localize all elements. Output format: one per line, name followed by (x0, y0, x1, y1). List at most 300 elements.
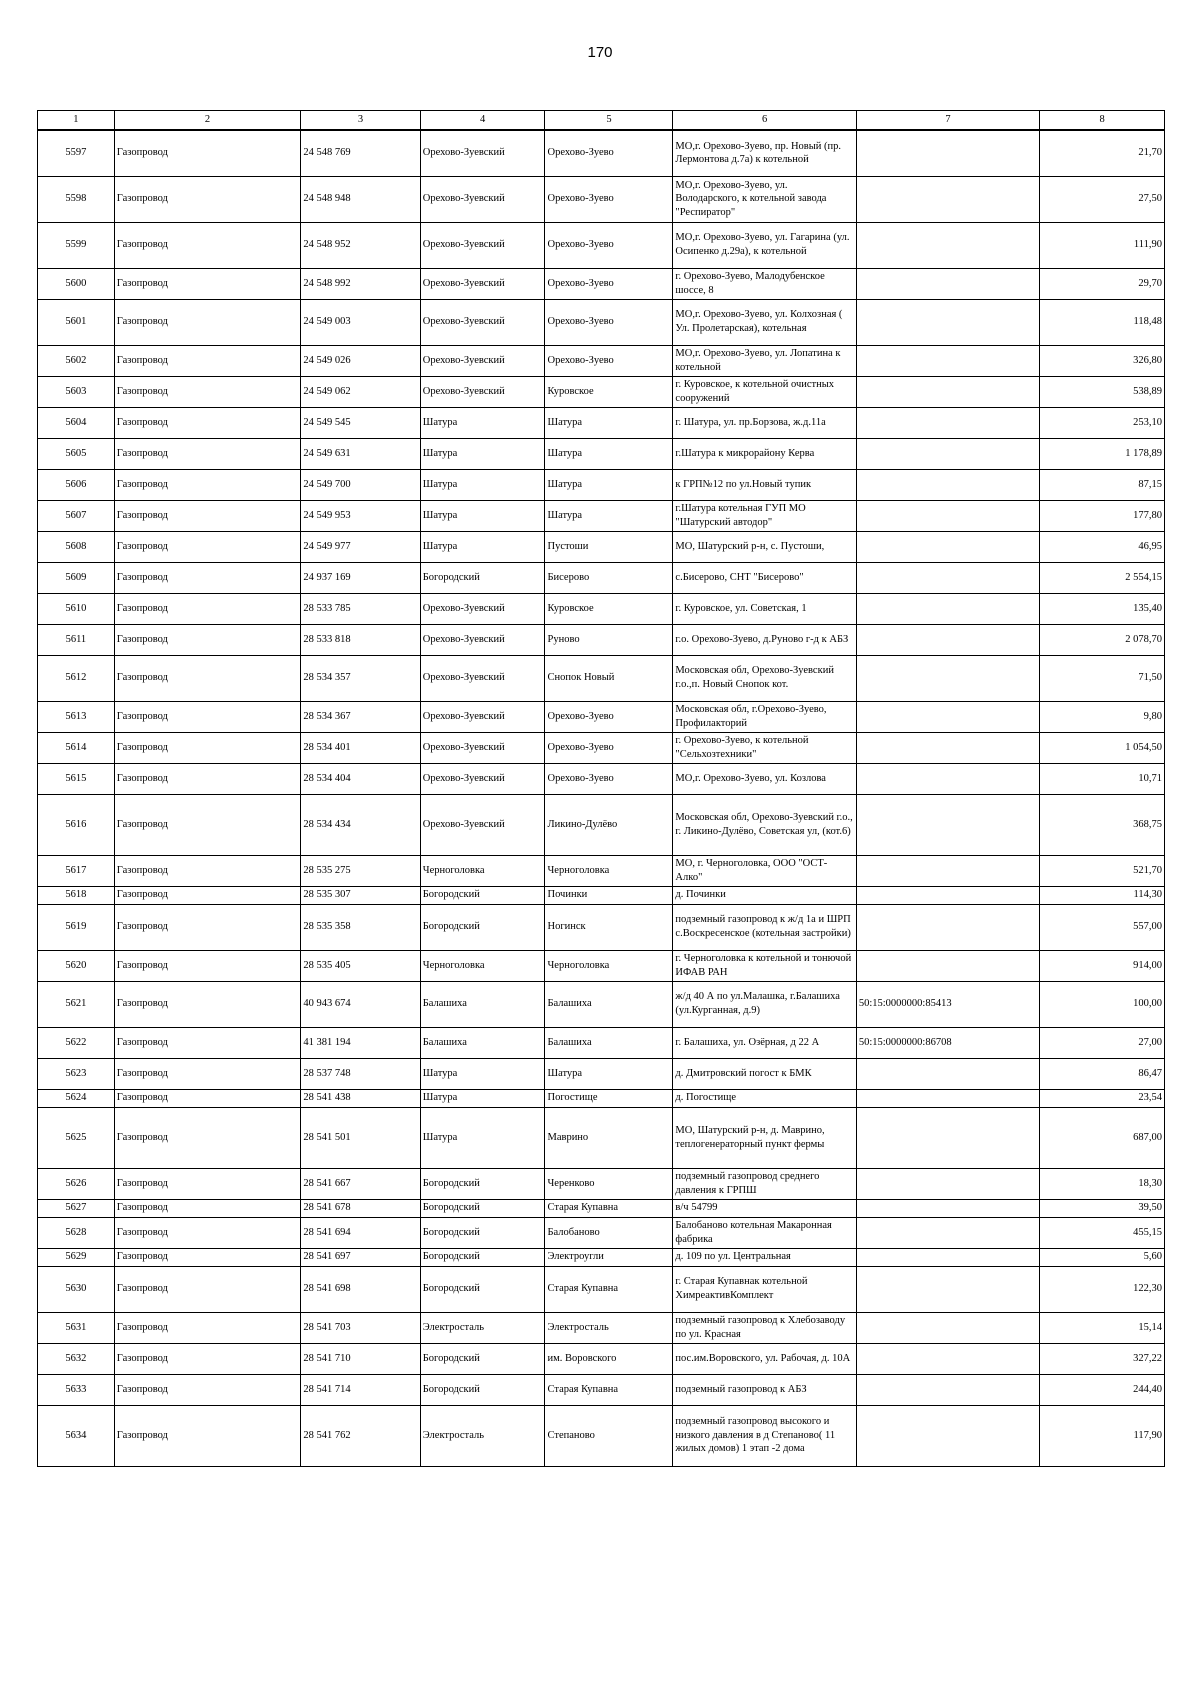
locality-cell: Бисерово (545, 562, 673, 593)
object-code-cell: 28 541 501 (301, 1107, 420, 1168)
object-name-cell: Газопровод (114, 1266, 301, 1312)
object-code-cell: 41 381 194 (301, 1027, 420, 1058)
column-header: 3 (301, 111, 420, 131)
table-row (38, 763, 1165, 794)
length-cell: 15,14 (1040, 1312, 1165, 1343)
length-cell: 21,70 (1040, 130, 1165, 176)
address-cell: Московская обл, г.Орехово-Зуево, Профилакторий (673, 701, 856, 732)
locality-cell: Старая Купавна (545, 1266, 673, 1312)
object-name-cell: Газопровод (114, 981, 301, 1027)
district-cell: Шатура (420, 500, 545, 531)
object-code-cell: 24 548 769 (301, 130, 420, 176)
object-code-cell: 24 548 992 (301, 268, 420, 299)
address-cell: г. Черноголовка к котельной и тонючой ИФАВ РАН (673, 950, 856, 981)
district-cell: Черноголовка (420, 950, 545, 981)
object-name-cell: Газопровод (114, 469, 301, 500)
row-number-cell: 5623 (38, 1058, 115, 1089)
district-cell: Орехово-Зуевский (420, 345, 545, 376)
locality-cell: Пустоши (545, 531, 673, 562)
object-code-cell: 24 549 026 (301, 345, 420, 376)
table-row (38, 1089, 1165, 1107)
locality-cell: Шатура (545, 469, 673, 500)
address-cell: МО,г. Орехово-Зуево, ул. Гагарина (ул. Осипенко д.29а), к котельной (673, 222, 856, 268)
length-cell: 117,90 (1040, 1405, 1165, 1466)
district-cell: Шатура (420, 1058, 545, 1089)
table-body (38, 130, 1165, 1466)
object-name-cell: Газопровод (114, 794, 301, 855)
object-name-cell: Газопровод (114, 1168, 301, 1199)
object-code-cell: 28 541 678 (301, 1199, 420, 1217)
column-header: 5 (545, 111, 673, 131)
locality-cell: Орехово-Зуево (545, 176, 673, 222)
cadastral-number-cell (856, 950, 1039, 981)
locality-cell: Электросталь (545, 1312, 673, 1343)
object-name-cell: Газопровод (114, 531, 301, 562)
page-number: 170 (587, 44, 613, 61)
object-name-cell: Газопровод (114, 438, 301, 469)
length-cell: 5,60 (1040, 1248, 1165, 1266)
address-cell: МО, г. Черноголовка, ООО "ОСТ-Алко" (673, 855, 856, 886)
district-cell: Богородский (420, 1217, 545, 1248)
object-name-cell: Газопровод (114, 701, 301, 732)
row-number-cell: 5597 (38, 130, 115, 176)
row-number-cell: 5598 (38, 176, 115, 222)
table-row (38, 1058, 1165, 1089)
object-code-cell: 28 541 694 (301, 1217, 420, 1248)
locality-cell: Починки (545, 886, 673, 904)
cadastral-number-cell (856, 562, 1039, 593)
address-cell: МО,г. Орехово-Зуево, ул. Козлова (673, 763, 856, 794)
address-cell: г. Шатура, ул. пр.Борзова, ж.д.11а (673, 407, 856, 438)
district-cell: Орехово-Зуевский (420, 701, 545, 732)
length-cell: 253,10 (1040, 407, 1165, 438)
length-cell: 914,00 (1040, 950, 1165, 981)
cadastral-number-cell (856, 732, 1039, 763)
cadastral-number-cell (856, 1405, 1039, 1466)
cadastral-number-cell (856, 299, 1039, 345)
length-cell: 1 054,50 (1040, 732, 1165, 763)
length-cell: 39,50 (1040, 1199, 1165, 1217)
column-header: 2 (114, 111, 301, 131)
locality-cell: Шатура (545, 407, 673, 438)
object-code-cell: 28 534 401 (301, 732, 420, 763)
table-row (38, 794, 1165, 855)
table-row (38, 655, 1165, 701)
table-row (38, 1168, 1165, 1199)
table-row (38, 904, 1165, 950)
object-name-cell: Газопровод (114, 222, 301, 268)
table-row (38, 732, 1165, 763)
district-cell: Шатура (420, 407, 545, 438)
address-cell: г.Шатура к микрорайону Керва (673, 438, 856, 469)
locality-cell: им. Воровского (545, 1343, 673, 1374)
length-cell: 177,80 (1040, 500, 1165, 531)
row-number-cell: 5599 (38, 222, 115, 268)
locality-cell: Орехово-Зуево (545, 345, 673, 376)
row-number-cell: 5616 (38, 794, 115, 855)
row-number-cell: 5626 (38, 1168, 115, 1199)
row-number-cell: 5617 (38, 855, 115, 886)
cadastral-number-cell: 50:15:0000000:86708 (856, 1027, 1039, 1058)
locality-cell: Черенково (545, 1168, 673, 1199)
address-cell: МО, Шатурский р-н, д. Маврино, теплогенераторный пункт фермы (673, 1107, 856, 1168)
cadastral-number-cell (856, 794, 1039, 855)
registry-table (37, 110, 1165, 1467)
object-code-cell: 24 549 062 (301, 376, 420, 407)
table-row (38, 469, 1165, 500)
address-cell: г. Старая Купавнак котельной ХимреактивКомплект (673, 1266, 856, 1312)
column-header: 4 (420, 111, 545, 131)
object-code-cell: 28 541 667 (301, 1168, 420, 1199)
locality-cell: Балобаново (545, 1217, 673, 1248)
district-cell: Богородский (420, 1168, 545, 1199)
length-cell: 244,40 (1040, 1374, 1165, 1405)
locality-cell: Балашиха (545, 1027, 673, 1058)
locality-cell: Орехово-Зуево (545, 222, 673, 268)
cadastral-number-cell (856, 222, 1039, 268)
row-number-cell: 5627 (38, 1199, 115, 1217)
table-row (38, 701, 1165, 732)
object-name-cell: Газопровод (114, 1343, 301, 1374)
object-code-cell: 28 534 404 (301, 763, 420, 794)
row-number-cell: 5611 (38, 624, 115, 655)
locality-cell: Орехово-Зуево (545, 701, 673, 732)
table-row (38, 438, 1165, 469)
object-code-cell: 28 535 405 (301, 950, 420, 981)
object-name-cell: Газопровод (114, 1089, 301, 1107)
table-row (38, 1199, 1165, 1217)
length-cell: 46,95 (1040, 531, 1165, 562)
locality-cell: Шатура (545, 438, 673, 469)
row-number-cell: 5604 (38, 407, 115, 438)
table-row (38, 1374, 1165, 1405)
object-code-cell: 24 549 953 (301, 500, 420, 531)
length-cell: 327,22 (1040, 1343, 1165, 1374)
locality-cell: Шатура (545, 1058, 673, 1089)
cadastral-number-cell (856, 1266, 1039, 1312)
object-name-cell: Газопровод (114, 904, 301, 950)
object-name-cell: Газопровод (114, 1405, 301, 1466)
row-number-cell: 5631 (38, 1312, 115, 1343)
cadastral-number-cell (856, 624, 1039, 655)
row-number-cell: 5607 (38, 500, 115, 531)
address-cell: г.о. Орехово-Зуево, д.Руново г-д к АБЗ (673, 624, 856, 655)
locality-cell: Орехово-Зуево (545, 732, 673, 763)
address-cell: МО,г. Орехово-Зуево, ул. Володарского, к котельной завода "Респиратор" (673, 176, 856, 222)
district-cell: Богородский (420, 904, 545, 950)
district-cell: Орехово-Зуевский (420, 222, 545, 268)
length-cell: 29,70 (1040, 268, 1165, 299)
address-cell: г. Балашиха, ул. Озёрная, д 22 А (673, 1027, 856, 1058)
table-row (38, 531, 1165, 562)
object-name-cell: Газопровод (114, 1374, 301, 1405)
locality-cell: Орехово-Зуево (545, 763, 673, 794)
table-row (38, 981, 1165, 1027)
table-row (38, 299, 1165, 345)
object-name-cell: Газопровод (114, 562, 301, 593)
locality-cell: Ногинск (545, 904, 673, 950)
district-cell: Шатура (420, 531, 545, 562)
district-cell: Орехово-Зуевский (420, 624, 545, 655)
length-cell: 135,40 (1040, 593, 1165, 624)
cadastral-number-cell (856, 1058, 1039, 1089)
district-cell: Орехово-Зуевский (420, 130, 545, 176)
locality-cell: Маврино (545, 1107, 673, 1168)
district-cell: Шатура (420, 1089, 545, 1107)
object-code-cell: 24 548 948 (301, 176, 420, 222)
table-row (38, 268, 1165, 299)
cadastral-number-cell (856, 1312, 1039, 1343)
district-cell: Электросталь (420, 1405, 545, 1466)
district-cell: Черноголовка (420, 855, 545, 886)
cadastral-number-cell (856, 345, 1039, 376)
district-cell: Богородский (420, 1199, 545, 1217)
locality-cell: Орехово-Зуево (545, 268, 673, 299)
row-number-cell: 5602 (38, 345, 115, 376)
cadastral-number-cell (856, 176, 1039, 222)
district-cell: Орехово-Зуевский (420, 268, 545, 299)
address-cell: г. Куровское, к котельной очистных сооружений (673, 376, 856, 407)
object-code-cell: 24 549 700 (301, 469, 420, 500)
row-number-cell: 5610 (38, 593, 115, 624)
address-cell: Балобаново котельная Макаронная фабрика (673, 1217, 856, 1248)
length-cell: 10,71 (1040, 763, 1165, 794)
address-cell: г. Орехово-Зуево, Малодубенское шоссе, 8 (673, 268, 856, 299)
row-number-cell: 5621 (38, 981, 115, 1027)
address-cell: к ГРП№12 по ул.Новый тупик (673, 469, 856, 500)
address-cell: МО,г. Орехово-Зуево, ул. Лопатина к котельной (673, 345, 856, 376)
object-name-cell: Газопровод (114, 593, 301, 624)
district-cell: Орехово-Зуевский (420, 763, 545, 794)
district-cell: Богородский (420, 562, 545, 593)
cadastral-number-cell (856, 268, 1039, 299)
district-cell: Орехово-Зуевский (420, 299, 545, 345)
address-cell: г. Куровское, ул. Советская, 1 (673, 593, 856, 624)
length-cell: 114,30 (1040, 886, 1165, 904)
object-code-cell: 24 549 003 (301, 299, 420, 345)
length-cell: 100,00 (1040, 981, 1165, 1027)
row-number-cell: 5624 (38, 1089, 115, 1107)
length-cell: 122,30 (1040, 1266, 1165, 1312)
locality-cell: Орехово-Зуево (545, 130, 673, 176)
column-header: 1 (38, 111, 115, 131)
object-name-cell: Газопровод (114, 855, 301, 886)
length-cell: 118,48 (1040, 299, 1165, 345)
cadastral-number-cell (856, 1217, 1039, 1248)
object-code-cell: 24 548 952 (301, 222, 420, 268)
address-cell: подземный газопровод к Хлебозаводу по ул. Красная (673, 1312, 856, 1343)
object-code-cell: 28 541 703 (301, 1312, 420, 1343)
length-cell: 1 178,89 (1040, 438, 1165, 469)
locality-cell: Руново (545, 624, 673, 655)
district-cell: Богородский (420, 1374, 545, 1405)
district-cell: Богородский (420, 1248, 545, 1266)
row-number-cell: 5628 (38, 1217, 115, 1248)
district-cell: Орехово-Зуевский (420, 794, 545, 855)
object-name-cell: Газопровод (114, 950, 301, 981)
table-row (38, 562, 1165, 593)
cadastral-number-cell (856, 376, 1039, 407)
address-cell: пос.им.Воровского, ул. Рабочая, д. 10А (673, 1343, 856, 1374)
cadastral-number-cell (856, 500, 1039, 531)
length-cell: 521,70 (1040, 855, 1165, 886)
row-number-cell: 5612 (38, 655, 115, 701)
cadastral-number-cell (856, 593, 1039, 624)
address-cell: МО,г. Орехово-Зуево, ул. Колхозная ( Ул. Пролетарская), котельная (673, 299, 856, 345)
object-name-cell: Газопровод (114, 732, 301, 763)
length-cell: 557,00 (1040, 904, 1165, 950)
cadastral-number-cell (856, 1168, 1039, 1199)
table-row (38, 345, 1165, 376)
length-cell: 111,90 (1040, 222, 1165, 268)
object-code-cell: 28 535 358 (301, 904, 420, 950)
address-cell: подземный газопровод к ж/д 1а и ШРП с.Воскресенское (котельная застройки) (673, 904, 856, 950)
cadastral-number-cell (856, 1089, 1039, 1107)
table-row (38, 1248, 1165, 1266)
table-row (38, 886, 1165, 904)
row-number-cell: 5619 (38, 904, 115, 950)
length-cell: 86,47 (1040, 1058, 1165, 1089)
object-code-cell: 28 533 818 (301, 624, 420, 655)
column-number-row (38, 111, 1165, 131)
district-cell: Орехово-Зуевский (420, 376, 545, 407)
object-code-cell: 24 549 977 (301, 531, 420, 562)
row-number-cell: 5603 (38, 376, 115, 407)
row-number-cell: 5613 (38, 701, 115, 732)
object-code-cell: 28 541 698 (301, 1266, 420, 1312)
address-cell: МО,г. Орехово-Зуево, пр. Новый (пр. Лермонтова д.7а) к котельной (673, 130, 856, 176)
object-name-cell: Газопровод (114, 655, 301, 701)
table-row (38, 500, 1165, 531)
locality-cell: Погостище (545, 1089, 673, 1107)
locality-cell: Старая Купавна (545, 1374, 673, 1405)
cadastral-number-cell (856, 531, 1039, 562)
object-code-cell: 28 533 785 (301, 593, 420, 624)
district-cell: Орехово-Зуевский (420, 176, 545, 222)
object-code-cell: 40 943 674 (301, 981, 420, 1027)
length-cell: 368,75 (1040, 794, 1165, 855)
address-cell: подземный газопровод высокого и низкого давления в д Степаново( 11 жилых домов) 1 этап -2 дома (673, 1405, 856, 1466)
cadastral-number-cell (856, 655, 1039, 701)
address-cell: д. Починки (673, 886, 856, 904)
object-name-cell: Газопровод (114, 1312, 301, 1343)
cadastral-number-cell (856, 130, 1039, 176)
row-number-cell: 5622 (38, 1027, 115, 1058)
table-row (38, 624, 1165, 655)
table-row (38, 855, 1165, 886)
object-code-cell: 28 541 762 (301, 1405, 420, 1466)
table-row (38, 1266, 1165, 1312)
length-cell: 23,54 (1040, 1089, 1165, 1107)
district-cell: Богородский (420, 1343, 545, 1374)
row-number-cell: 5632 (38, 1343, 115, 1374)
object-name-cell: Газопровод (114, 763, 301, 794)
district-cell: Орехово-Зуевский (420, 593, 545, 624)
locality-cell: Ликино-Дулёво (545, 794, 673, 855)
length-cell: 326,80 (1040, 345, 1165, 376)
locality-cell: Электроугли (545, 1248, 673, 1266)
row-number-cell: 5606 (38, 469, 115, 500)
locality-cell: Шатура (545, 500, 673, 531)
locality-cell: Степаново (545, 1405, 673, 1466)
cadastral-number-cell (856, 763, 1039, 794)
object-name-cell: Газопровод (114, 130, 301, 176)
row-number-cell: 5634 (38, 1405, 115, 1466)
row-number-cell: 5629 (38, 1248, 115, 1266)
length-cell: 71,50 (1040, 655, 1165, 701)
address-cell: г.Шатура котельная ГУП МО "Шатурский автодор" (673, 500, 856, 531)
table-row (38, 1027, 1165, 1058)
object-name-cell: Газопровод (114, 376, 301, 407)
table-row (38, 222, 1165, 268)
locality-cell: Черноголовка (545, 950, 673, 981)
cadastral-number-cell (856, 1343, 1039, 1374)
cadastral-number-cell (856, 1374, 1039, 1405)
length-cell: 538,89 (1040, 376, 1165, 407)
object-name-cell: Газопровод (114, 1027, 301, 1058)
object-code-cell: 28 541 697 (301, 1248, 420, 1266)
locality-cell: Черноголовка (545, 855, 673, 886)
row-number-cell: 5618 (38, 886, 115, 904)
table-row (38, 1343, 1165, 1374)
object-code-cell: 28 541 714 (301, 1374, 420, 1405)
length-cell: 2 078,70 (1040, 624, 1165, 655)
cadastral-number-cell (856, 855, 1039, 886)
row-number-cell: 5600 (38, 268, 115, 299)
row-number-cell: 5620 (38, 950, 115, 981)
object-code-cell: 28 537 748 (301, 1058, 420, 1089)
object-name-cell: Газопровод (114, 299, 301, 345)
table-row (38, 950, 1165, 981)
table-row (38, 407, 1165, 438)
locality-cell: Куровское (545, 593, 673, 624)
object-name-cell: Газопровод (114, 176, 301, 222)
object-code-cell: 24 549 545 (301, 407, 420, 438)
object-code-cell: 24 549 631 (301, 438, 420, 469)
object-name-cell: Газопровод (114, 1199, 301, 1217)
object-name-cell: Газопровод (114, 1107, 301, 1168)
table-row (38, 130, 1165, 176)
cadastral-number-cell (856, 469, 1039, 500)
row-number-cell: 5633 (38, 1374, 115, 1405)
district-cell: Орехово-Зуевский (420, 732, 545, 763)
table-row (38, 593, 1165, 624)
length-cell: 18,30 (1040, 1168, 1165, 1199)
row-number-cell: 5615 (38, 763, 115, 794)
object-code-cell: 28 535 307 (301, 886, 420, 904)
table-row (38, 376, 1165, 407)
object-name-cell: Газопровод (114, 1248, 301, 1266)
locality-cell: Старая Купавна (545, 1199, 673, 1217)
object-name-cell: Газопровод (114, 500, 301, 531)
cadastral-number-cell (856, 701, 1039, 732)
length-cell: 687,00 (1040, 1107, 1165, 1168)
cadastral-number-cell (856, 1107, 1039, 1168)
district-cell: Электросталь (420, 1312, 545, 1343)
cadastral-number-cell (856, 1199, 1039, 1217)
address-cell: г. Орехово-Зуево, к котельной "Сельхозтехники" (673, 732, 856, 763)
district-cell: Богородский (420, 1266, 545, 1312)
row-number-cell: 5614 (38, 732, 115, 763)
object-name-cell: Газопровод (114, 268, 301, 299)
address-cell: д. Погостище (673, 1089, 856, 1107)
address-cell: подземный газопровод к АБЗ (673, 1374, 856, 1405)
cadastral-number-cell (856, 1248, 1039, 1266)
table-row (38, 1312, 1165, 1343)
address-cell: д. 109 по ул. Центральная (673, 1248, 856, 1266)
district-cell: Богородский (420, 886, 545, 904)
address-cell: Московская обл, Орехово-Зуевский г.о., г. Ликино-Дулёво, Советская ул, (кот.6) (673, 794, 856, 855)
